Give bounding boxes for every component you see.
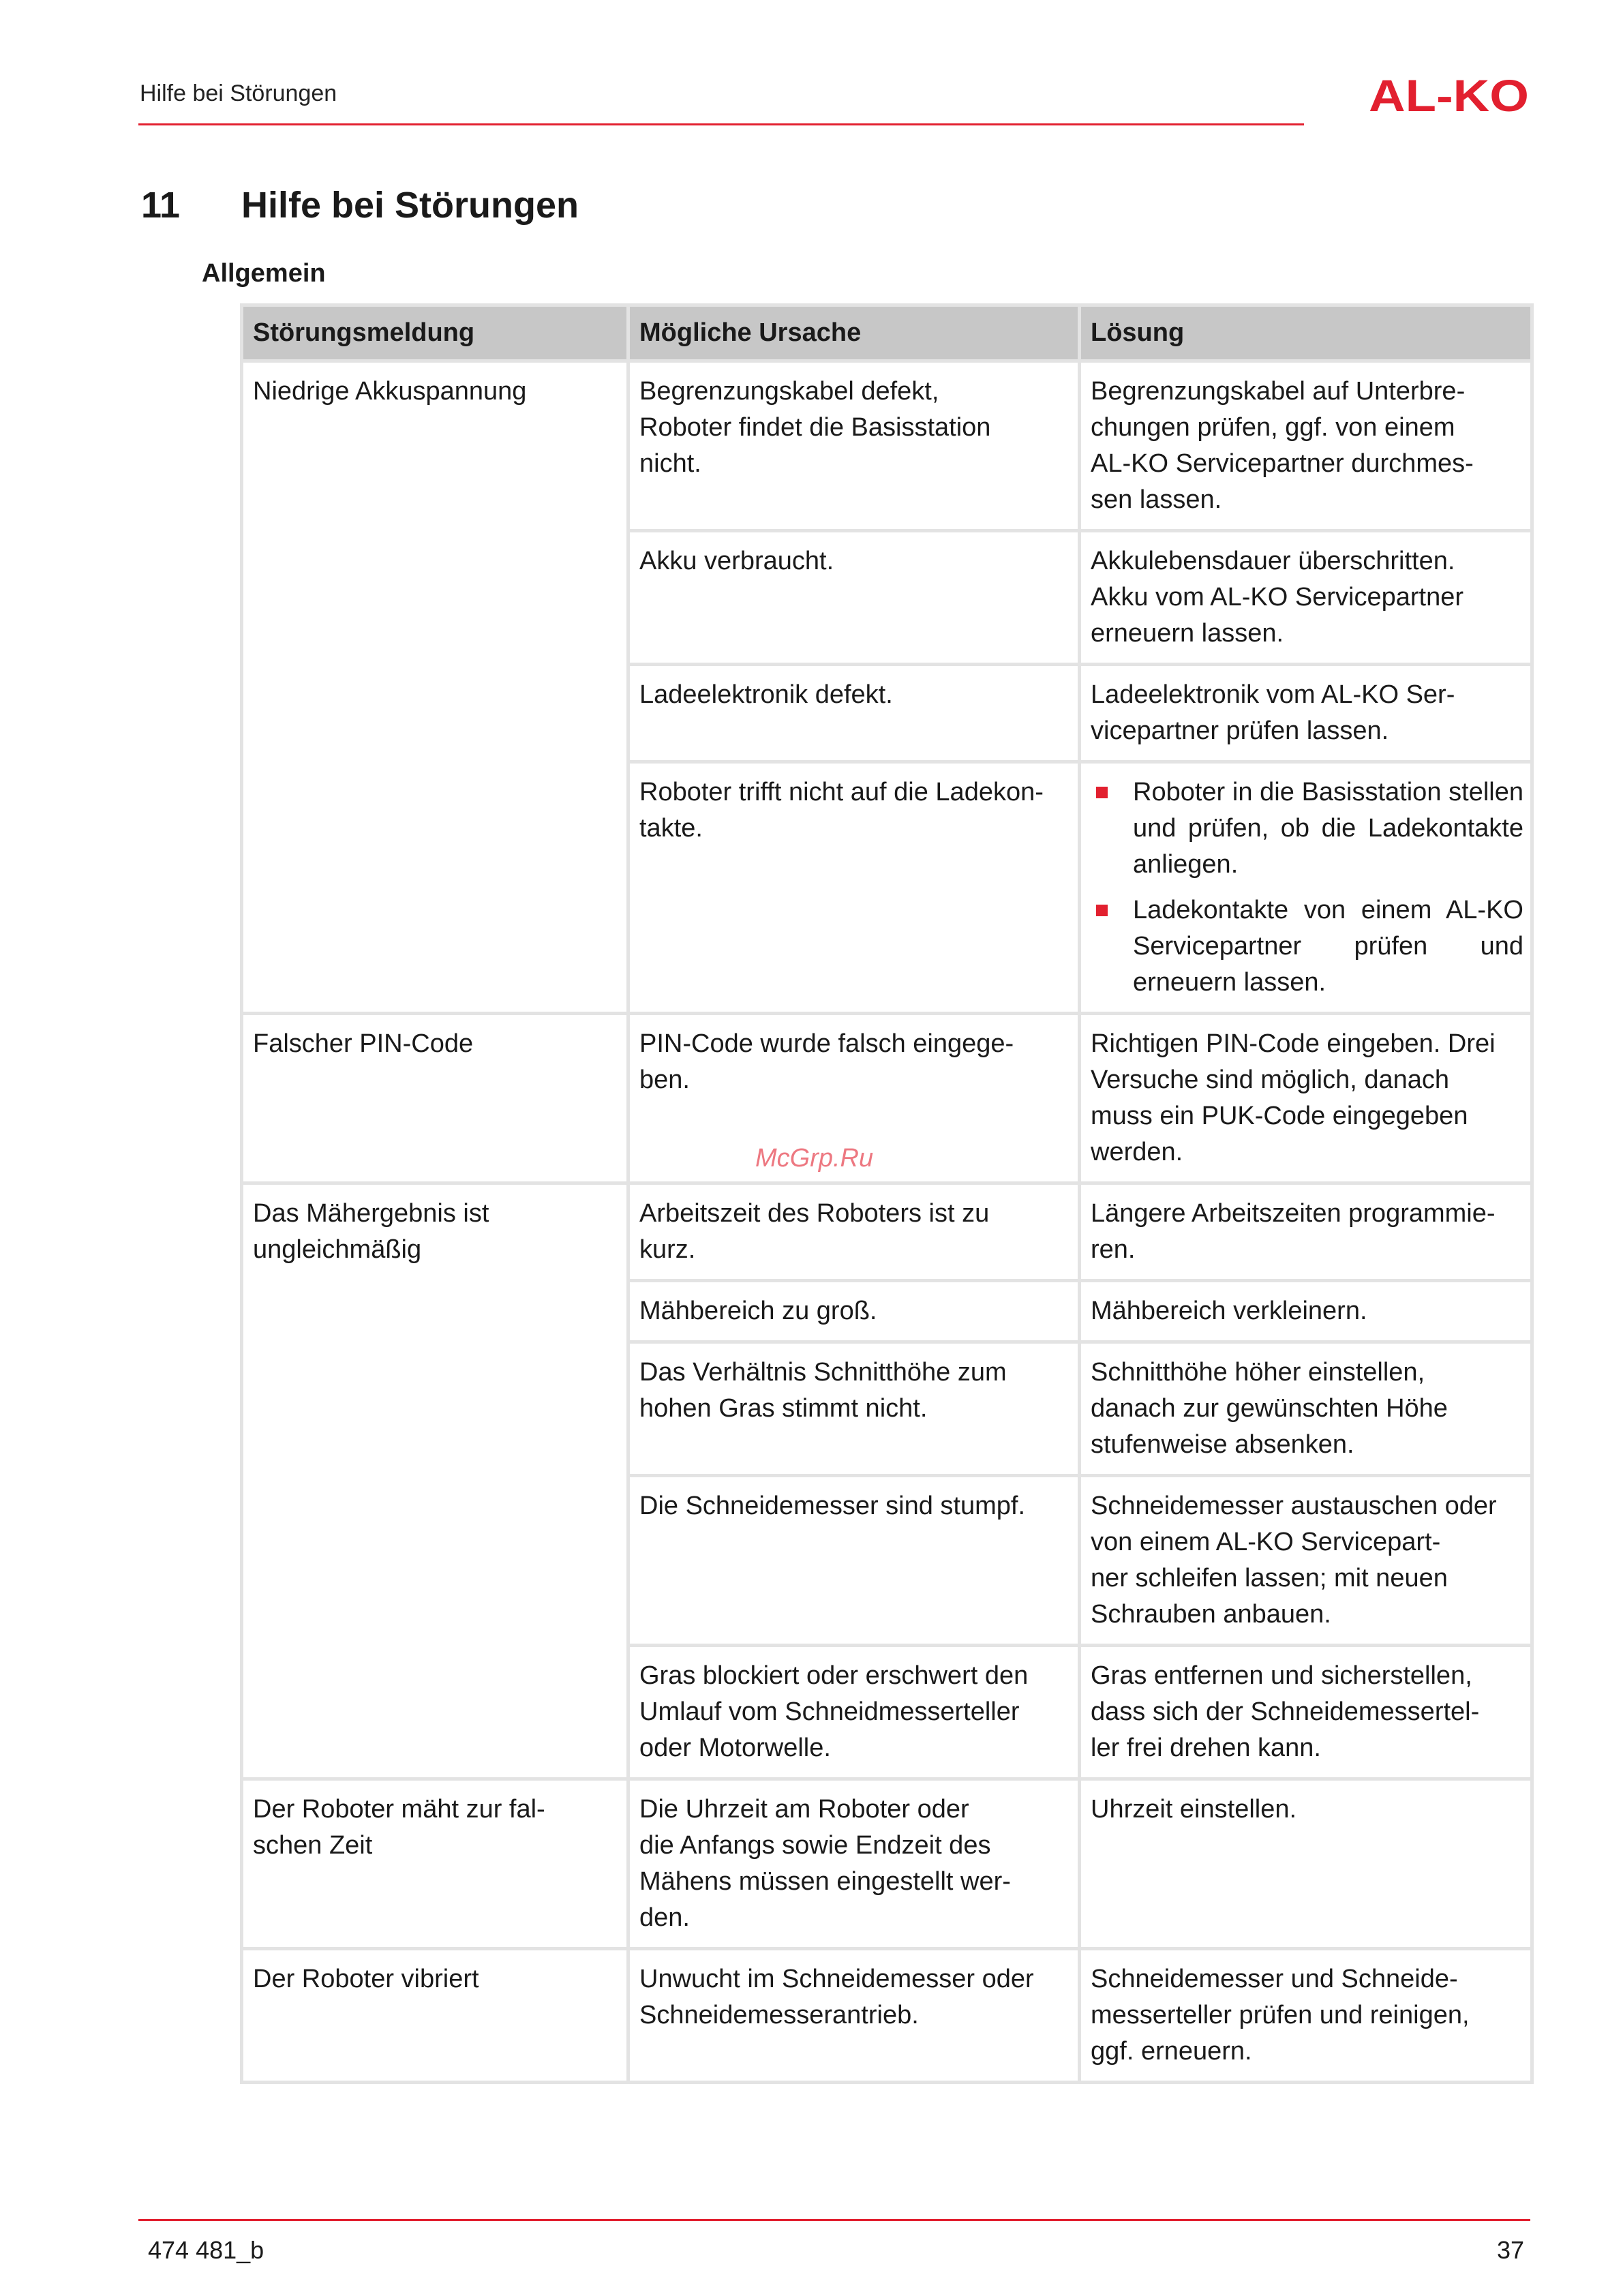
fault-solution: Begrenzungskabel auf Unterbre- chungen prüfen, ggf. von einem AL-KO Servicepartner durchmes- sen lassen. bbox=[1080, 361, 1532, 531]
fault-solution: Schneidemesser und Schneide- messerteller prüfen und reinigen, ggf. erneuern. bbox=[1080, 1949, 1532, 2083]
column-header: Mögliche Ursache bbox=[628, 305, 1080, 361]
fault-message: Niedrige Akkuspannung bbox=[242, 361, 628, 1014]
fault-cause: Unwucht im Schneidemesser oder Schneidemesserantrieb. bbox=[628, 1949, 1080, 2083]
section-number: 11 bbox=[141, 185, 181, 226]
fault-cause: Roboter trifft nicht auf die Ladekon- takte. bbox=[628, 762, 1080, 1014]
table-row bbox=[242, 1779, 1532, 1949]
fault-solution: Akkulebensdauer überschritten. Akku vom AL-KO Servicepartner erneuern lassen. bbox=[1080, 531, 1532, 665]
fault-cause: PIN-Code wurde falsch eingege- ben. bbox=[628, 1014, 1080, 1183]
fault-message: Der Roboter vibriert bbox=[242, 1949, 628, 2083]
fault-solution: Schnitthöhe höher einstellen, danach zur gewünschten Höhe stufenweise absenken. bbox=[1080, 1342, 1532, 1476]
fault-message: Der Roboter mäht zur fal- schen Zeit bbox=[242, 1779, 628, 1949]
fault-message: Das Mähergebnis ist ungleichmäßig bbox=[242, 1183, 628, 1779]
bullet-square-icon bbox=[1096, 905, 1108, 916]
fault-cause: Begrenzungskabel defekt, Roboter findet die Basisstation nicht. bbox=[628, 361, 1080, 531]
fault-cause: Mähbereich zu groß. bbox=[628, 1281, 1080, 1342]
fault-solution: Längere Arbeitszeiten programmie- ren. bbox=[1080, 1183, 1532, 1281]
column-header: Lösung bbox=[1080, 305, 1532, 361]
header-rule bbox=[138, 123, 1304, 125]
bullet-square-icon bbox=[1096, 787, 1108, 798]
solution-list-item bbox=[1091, 892, 1523, 1001]
fault-cause: Die Uhrzeit am Roboter oder die Anfangs sowie Endzeit des Mähens müssen eingestellt wer- den. bbox=[628, 1779, 1080, 1949]
fault-cause: Gras blockiert oder erschwert den Umlauf vom Schneidmesserteller oder Motorwelle. bbox=[628, 1646, 1080, 1779]
table-row bbox=[242, 1014, 1532, 1183]
solution-list-item bbox=[1091, 774, 1523, 883]
fault-solution: Gras entfernen und sicherstellen, dass sich der Schneidemessertel- ler frei drehen kann. bbox=[1080, 1646, 1532, 1779]
table-row bbox=[242, 1183, 1532, 1281]
watermark: McGrp.Ru bbox=[755, 1144, 874, 1173]
document-number: 474 481_b bbox=[148, 2236, 264, 2264]
running-header: Hilfe bei Störungen bbox=[140, 80, 337, 106]
logo-text: AL-KO bbox=[1369, 70, 1529, 118]
fault-cause: Das Verhältnis Schnitthöhe zum hohen Gras stimmt nicht. bbox=[628, 1342, 1080, 1476]
fault-cause: Arbeitszeit des Roboters ist zu kurz. bbox=[628, 1183, 1080, 1281]
troubleshooting-table bbox=[240, 303, 1534, 2084]
solution-list-text: Ladekontakte von einem AL-KO Servicepartner prüfen und erneuern lassen. bbox=[1133, 896, 1523, 997]
al-ko-logo bbox=[1369, 70, 1532, 118]
solution-list-text: Roboter in die Basisstation stellen und prüfen, ob die Ladekontakte anliegen. bbox=[1133, 778, 1523, 879]
fault-solution: Mähbereich verkleinern. bbox=[1080, 1281, 1532, 1342]
table-row bbox=[242, 1949, 1532, 2083]
column-header: Störungsmeldung bbox=[242, 305, 628, 361]
fault-cause: Die Schneidemesser sind stumpf. bbox=[628, 1476, 1080, 1646]
fault-solution: Schneidemesser austauschen oder von einem AL-KO Servicepart- ner schleifen lassen; mit neuen Schrauben anbauen. bbox=[1080, 1476, 1532, 1646]
footer-rule bbox=[138, 2219, 1530, 2221]
fault-message: Falscher PIN-Code bbox=[242, 1014, 628, 1183]
fault-solution: Uhrzeit einstellen. bbox=[1080, 1779, 1532, 1949]
section-title: Hilfe bei Störungen bbox=[241, 185, 579, 226]
fault-cause: Ladeelektronik defekt. bbox=[628, 665, 1080, 762]
table-row bbox=[242, 361, 1532, 531]
table-header-row bbox=[242, 305, 1532, 361]
fault-cause: Akku verbraucht. bbox=[628, 531, 1080, 665]
page-number: 37 bbox=[1496, 2236, 1524, 2264]
solution-list bbox=[1091, 774, 1523, 1001]
fault-solution: Ladeelektronik vom AL-KO Ser- vicepartner prüfen lassen. bbox=[1080, 665, 1532, 762]
subheading: Allgemein bbox=[202, 259, 326, 288]
fault-solution bbox=[1080, 762, 1532, 1014]
fault-solution: Richtigen PIN-Code eingeben. Drei Versuche sind möglich, danach muss ein PUK-Code eingegeben werden. bbox=[1080, 1014, 1532, 1183]
